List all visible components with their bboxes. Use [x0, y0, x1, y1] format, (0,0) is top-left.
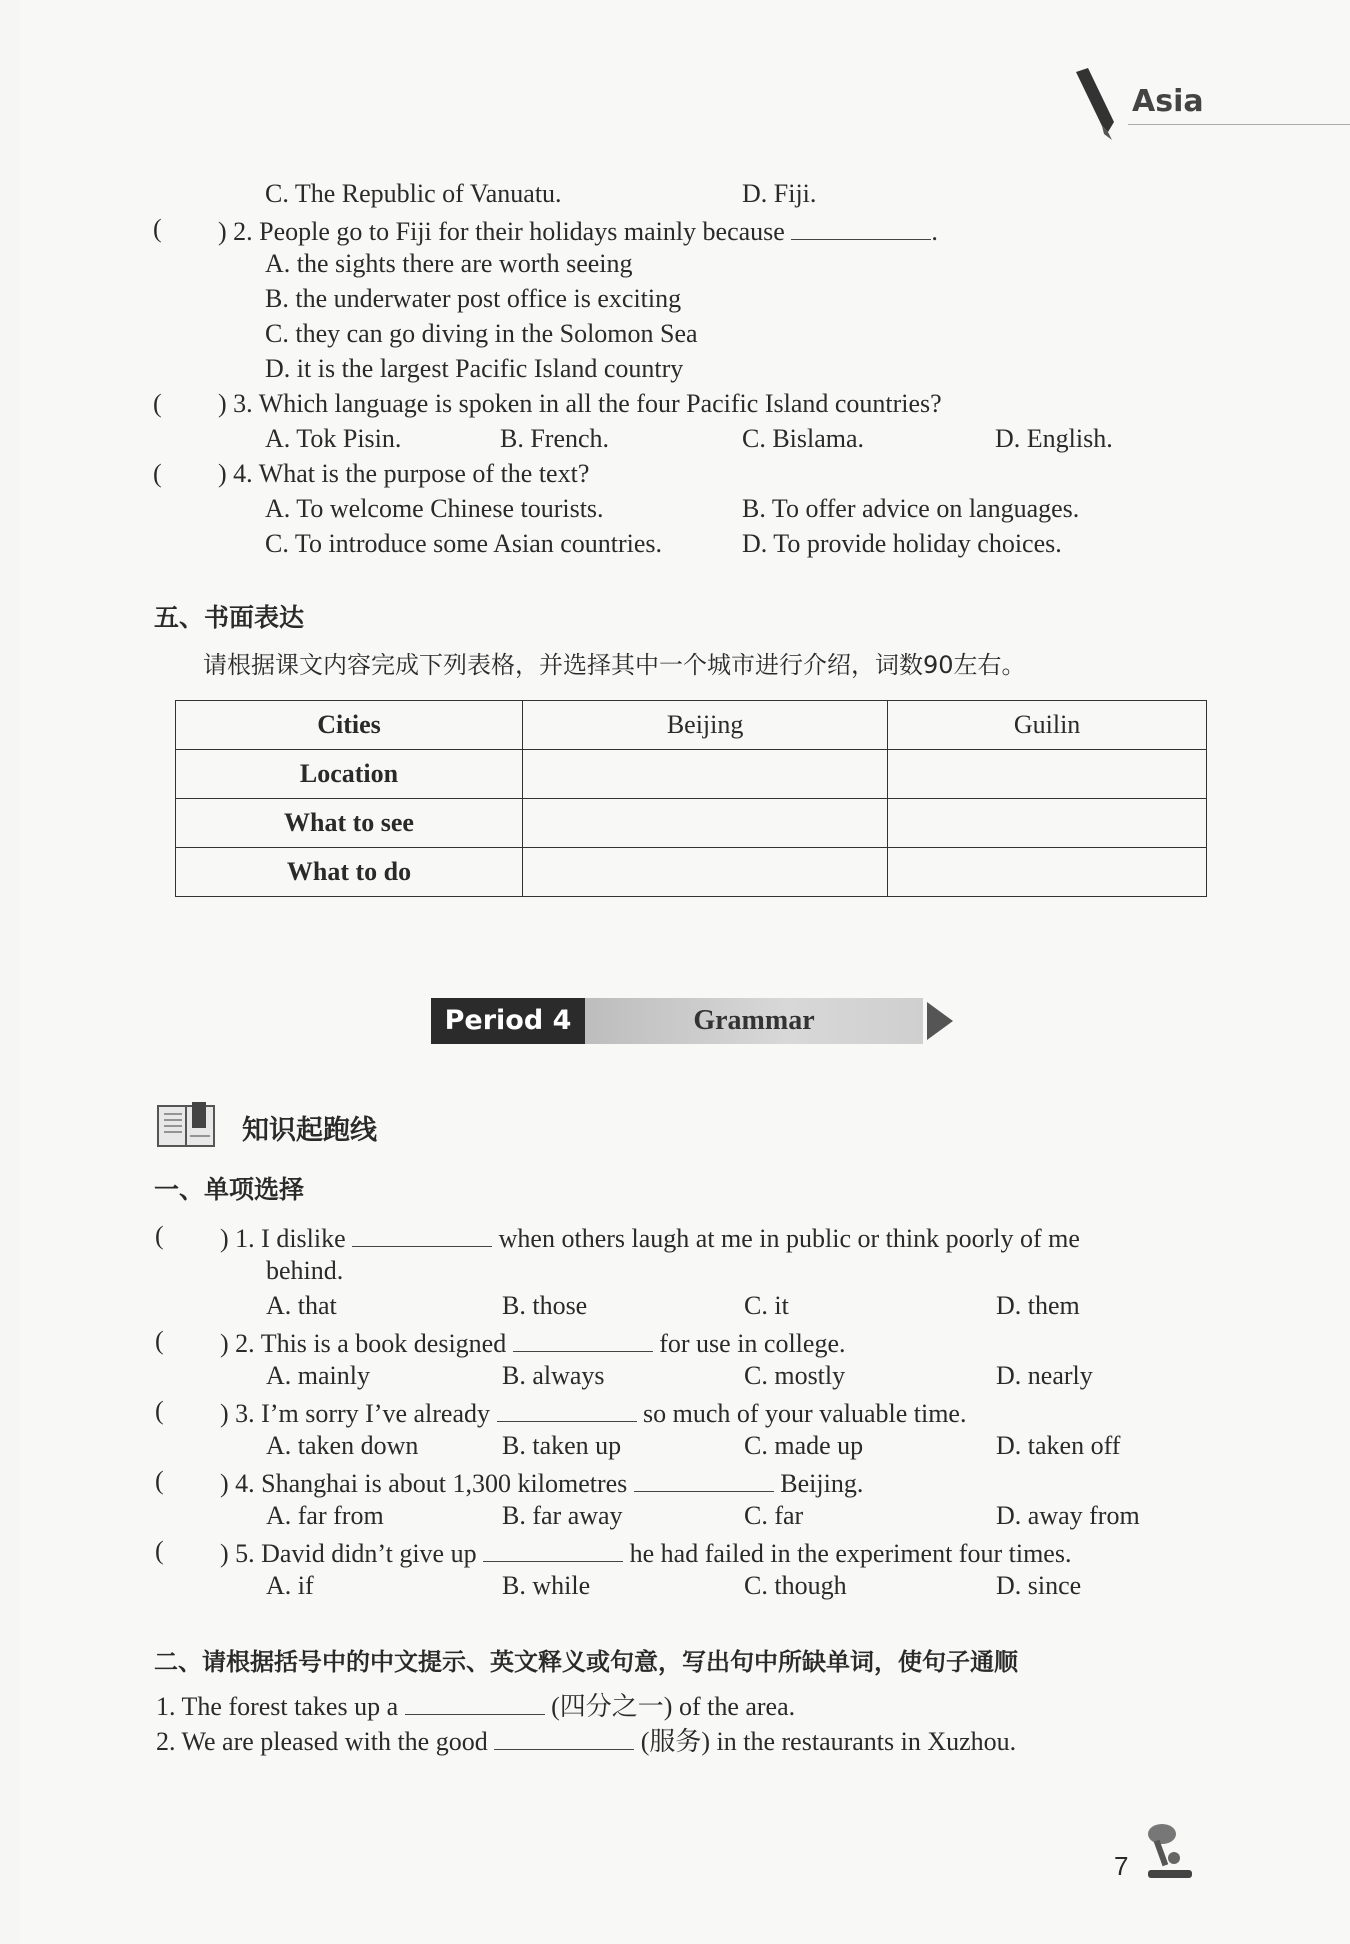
option-b: B. while: [502, 1571, 591, 1600]
question-4: ) 4. Shanghai is about 1,300 kilometres Beijing.: [220, 1465, 863, 1500]
sentence-2: 2. We are pleased with the good (服务) in the restaurants in Xuzhou.: [156, 1723, 1016, 1758]
option-b: B. taken up: [502, 1431, 622, 1460]
answer-blank[interactable]: [634, 1465, 774, 1492]
option-c: C. far: [744, 1501, 804, 1530]
option-d: D. away from: [996, 1501, 1140, 1530]
table-row: [176, 750, 1207, 799]
question-3: ) 3. I’m sorry I’ve already so much of your valuable time.: [220, 1395, 966, 1430]
period-label: Period 4: [431, 998, 585, 1044]
book-icon: [156, 1100, 218, 1150]
answer-blank[interactable]: [791, 213, 931, 240]
option-b: B. the underwater post office is exciting: [265, 284, 682, 313]
table-cell[interactable]: [523, 799, 888, 848]
lamp-mascot-icon: [1138, 1820, 1202, 1884]
answer-paren: (: [155, 1396, 164, 1425]
part2-heading: 二、请根据括号中的中文提示、英文释义或句意，写出句中所缺单词，使句子通顺: [154, 1648, 1018, 1676]
unit-title: Asia: [1132, 84, 1204, 119]
answer-blank[interactable]: [497, 1395, 637, 1422]
option-b: B. far away: [502, 1501, 623, 1530]
option-c: C. they can go diving in the Solomon Sea: [265, 319, 698, 348]
table-cell[interactable]: [523, 848, 888, 897]
period-title: Grammar: [585, 998, 923, 1044]
answer-paren: (: [155, 1326, 164, 1355]
option-b: B. French.: [500, 424, 610, 453]
option-d: D. since: [996, 1571, 1082, 1600]
option-c: C. made up: [744, 1431, 864, 1460]
part1-heading: 一、单项选择: [154, 1175, 305, 1204]
answer-blank[interactable]: [483, 1535, 623, 1562]
option-b: B. To offer advice on languages.: [742, 494, 1080, 523]
answer-paren: (: [155, 1466, 164, 1495]
question-1: ) 1. I dislike when others laugh at me in public or think poorly of me: [220, 1220, 1080, 1255]
option-c: C. mostly: [744, 1361, 846, 1390]
question-3: ) 3. Which language is spoken in all the four Pacific Island countries?: [218, 389, 942, 418]
table-cell[interactable]: [888, 750, 1207, 799]
option-b: B. those: [502, 1291, 588, 1320]
question-2: ) 2. This is a book designed for use in college.: [220, 1325, 845, 1360]
question-5: ) 5. David didn’t give up he had failed in the experiment four times.: [220, 1535, 1071, 1570]
option-c: C. The Republic of Vanuatu.: [265, 179, 562, 208]
option-d: D. Fiji.: [742, 179, 817, 208]
row-label: What to do: [176, 848, 523, 897]
answer-blank[interactable]: [352, 1220, 492, 1247]
table-header-row: [176, 701, 1207, 750]
table-header-cell: Guilin: [888, 701, 1207, 750]
answer-blank[interactable]: [405, 1688, 545, 1715]
table-header-cell: Cities: [176, 701, 523, 750]
option-d: D. To provide holiday choices.: [742, 529, 1062, 558]
row-label: What to see: [176, 799, 523, 848]
option-c: C. Bislama.: [742, 424, 865, 453]
table-cell[interactable]: [888, 848, 1207, 897]
option-a: A. mainly: [266, 1361, 370, 1390]
option-d: D. it is the largest Pacific Island country: [265, 354, 684, 383]
option-d: D. taken off: [996, 1431, 1121, 1460]
answer-paren: (: [153, 459, 162, 488]
option-d: D. nearly: [996, 1361, 1093, 1390]
table-cell[interactable]: [888, 799, 1207, 848]
answer-paren: (: [153, 214, 162, 243]
option-c: C. To introduce some Asian countries.: [265, 529, 663, 558]
table-row: [176, 848, 1207, 897]
workbook-page: [20, 0, 1350, 1944]
option-a: A. Tok Pisin.: [265, 424, 402, 453]
option-c: C. though: [744, 1571, 847, 1600]
section-title: 知识起跑线: [242, 1115, 377, 1146]
option-a: A. To welcome Chinese tourists.: [265, 494, 604, 523]
sentence-1: 1. The forest takes up a (四分之一) of the area.: [156, 1688, 795, 1723]
section-heading: 五、书面表达: [154, 603, 305, 632]
table-header-cell: Beijing: [523, 701, 888, 750]
cities-table: [175, 700, 1207, 897]
question-1-cont: behind.: [266, 1256, 344, 1285]
option-d: D. English.: [995, 424, 1113, 453]
pen-icon: [1068, 66, 1128, 142]
answer-paren: (: [153, 389, 162, 418]
instruction: 请根据课文内容完成下列表格，并选择其中一个城市进行介绍，词数90左右。: [203, 651, 1026, 679]
question-2: ) 2. People go to Fiji for their holidays mainly because .: [218, 213, 938, 248]
question-4: ) 4. What is the purpose of the text?: [218, 459, 590, 488]
answer-blank[interactable]: [513, 1325, 653, 1352]
answer-paren: (: [155, 1536, 164, 1565]
option-a: A. the sights there are worth seeing: [265, 249, 633, 278]
option-a: A. taken down: [266, 1431, 419, 1460]
table-row: [176, 799, 1207, 848]
option-b: B. always: [502, 1361, 605, 1390]
header-rule: [1128, 124, 1350, 125]
answer-paren: (: [155, 1221, 164, 1250]
table-cell[interactable]: [523, 750, 888, 799]
answer-blank[interactable]: [494, 1723, 634, 1750]
option-a: A. if: [266, 1571, 314, 1600]
option-a: A. far from: [266, 1501, 384, 1530]
period-banner: [431, 998, 951, 1044]
page-number: 7: [1114, 1851, 1129, 1881]
row-label: Location: [176, 750, 523, 799]
option-d: D. them: [996, 1291, 1080, 1320]
option-c: C. it: [744, 1291, 789, 1320]
option-a: A. that: [266, 1291, 337, 1320]
arrow-right-icon: [927, 1002, 953, 1040]
